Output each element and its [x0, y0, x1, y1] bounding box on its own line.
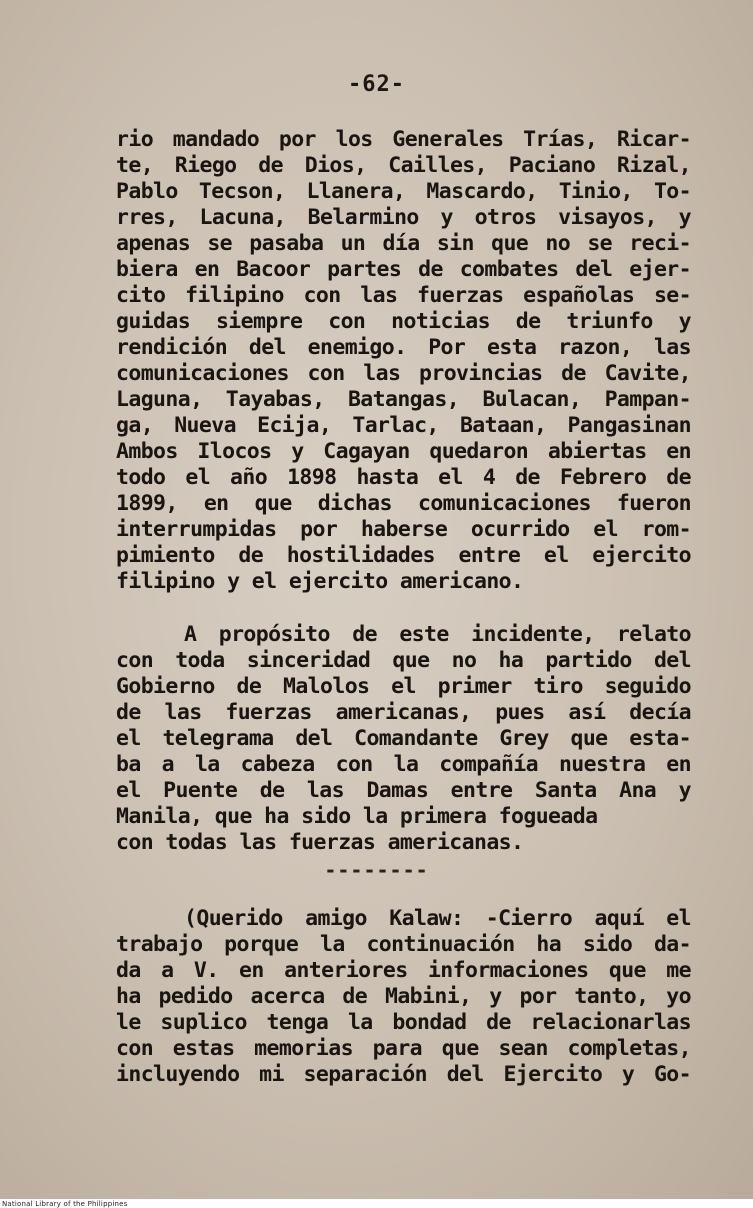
text-line: ha pedido acerca de Mabini, y por tanto, yo [116, 984, 691, 1009]
section-separator: -------- [324, 858, 429, 882]
text-line: de las fuerzas americanas, pues así decía [116, 700, 691, 725]
text-line: todo el año 1898 hasta el 4 de Febrero de [116, 465, 691, 490]
text-line: con toda sinceridad que no ha partido del [116, 648, 691, 673]
text-line: Pablo Tecson, Llanera, Mascardo, Tinio, To- [116, 179, 691, 204]
text-line: biera en Bacoor partes de combates del ejer- [116, 257, 691, 282]
paragraph-2 [116, 622, 691, 856]
text-line: le suplico tenga la bondad de relacionarlas [116, 1010, 691, 1035]
text-line: guidas siempre con noticias de triunfo y [116, 309, 691, 334]
text-line: el Puente de las Damas entre Santa Ana y [116, 778, 691, 803]
page-number: -62- [348, 72, 405, 97]
text-line: cito filipino con las fuerzas españolas se- [116, 283, 691, 308]
text-line: con todas las fuerzas americanas. [116, 830, 524, 855]
text-line: incluyendo mi separación del Ejercito y Go- [116, 1062, 691, 1087]
text-line: rres, Lacuna, Belarmino y otros visayos, y [116, 205, 691, 230]
text-line: filipino y el ejercito americano. [116, 569, 524, 594]
text-line: con estas memorias para que sean completas, [116, 1036, 691, 1061]
footer-credit: National Library of the Philippines [2, 1200, 128, 1208]
text-line: Gobierno de Malolos el primer tiro seguido [116, 674, 691, 699]
text-line: rendición del enemigo. Por esta razon, las [116, 335, 691, 360]
text-line: interrumpidas por haberse ocurrido el rom- [116, 517, 691, 542]
text-line: 1899, en que dichas comunicaciones fueron [116, 491, 691, 516]
text-line: A propósito de este incidente, relato [184, 622, 691, 647]
text-line: pimiento de hostilidades entre el ejercito [116, 543, 691, 568]
text-line: ga, Nueva Ecija, Tarlac, Bataan, Pangasinan [116, 413, 691, 438]
text-line: apenas se pasaba un día sin que no se reci- [116, 231, 691, 256]
text-line: ba a la cabeza con la compañía nuestra en [116, 752, 691, 777]
text-line: Manila, que ha sido la primera fogueada [116, 804, 598, 829]
text-line: el telegrama del Comandante Grey que esta- [116, 726, 691, 751]
text-line: Laguna, Tayabas, Batangas, Bulacan, Pampan- [116, 387, 691, 412]
text-line: da a V. en anteriores informaciones que me [116, 958, 691, 983]
paragraph-1 [116, 127, 691, 595]
text-line: comunicaciones con las provincias de Cavite, [116, 361, 691, 386]
text-line: te, Riego de Dios, Cailles, Paciano Rizal, [116, 153, 691, 178]
text-line: rio mandado por los Generales Trías, Ricar- [116, 127, 691, 152]
text-line: Ambos Ilocos y Cagayan quedaron abiertas en [116, 439, 691, 464]
paragraph-3 [116, 906, 691, 1088]
text-line: (Querido amigo Kalaw: -Cierro aquí el [184, 906, 691, 931]
text-line: trabajo porque la continuación ha sido da- [116, 932, 691, 957]
